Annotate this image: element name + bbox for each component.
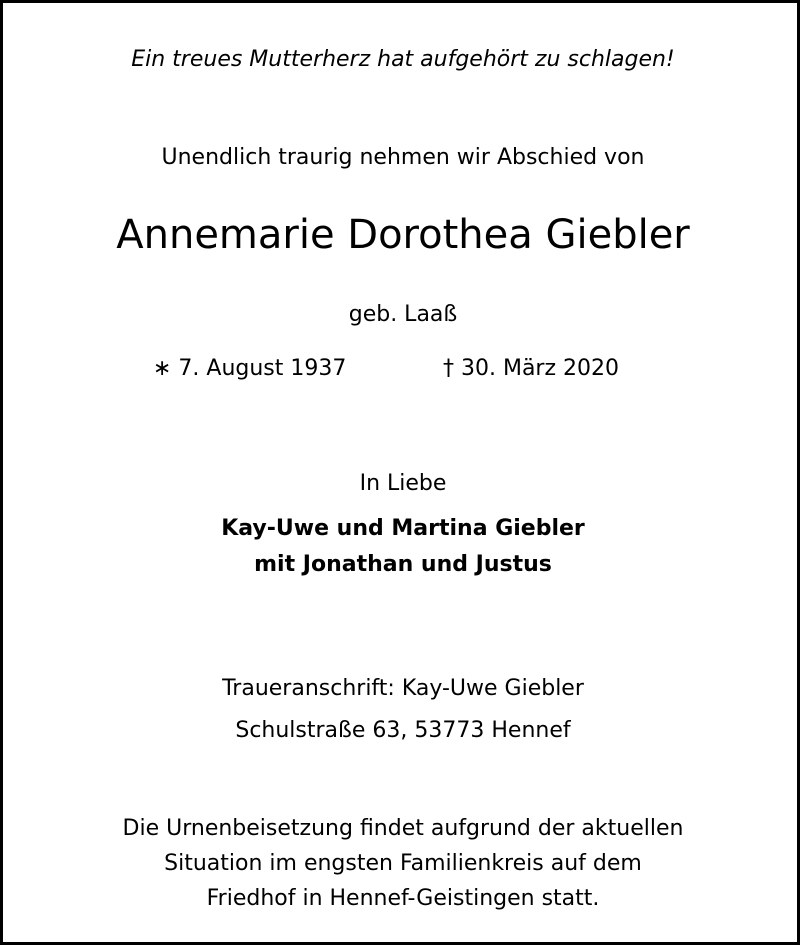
death-date: † 30. März 2020: [443, 356, 620, 381]
love-line: In Liebe: [359, 471, 447, 496]
maiden-name: geb. Laaß: [348, 302, 458, 327]
life-dates: [3, 358, 800, 386]
motto-line: Ein treues Mutterherz hat aufgehört zu schlagen!: [131, 47, 675, 72]
birth-date: ∗ 7. August 1937: [153, 356, 347, 381]
family-line: Kay-Uwe und Martina Giebler: [221, 516, 585, 541]
address-line: Traueranschrift: Kay-Uwe Giebler: [222, 676, 584, 701]
burial-note-line: Die Urnenbeisetzung findet aufgrund der aktuellen: [122, 816, 684, 841]
family-line: mit Jonathan und Justus: [254, 552, 552, 577]
deceased-name: Annemarie Dorothea Giebler: [116, 212, 690, 258]
burial-note-line: Situation im engsten Familienkreis auf dem: [164, 851, 642, 876]
intro-line: Unendlich traurig nehmen wir Abschied von: [161, 145, 645, 170]
burial-note-line: Friedhof in Hennef-Geistingen statt.: [206, 886, 600, 911]
address-line: Schulstraße 63, 53773 Hennef: [235, 718, 571, 743]
